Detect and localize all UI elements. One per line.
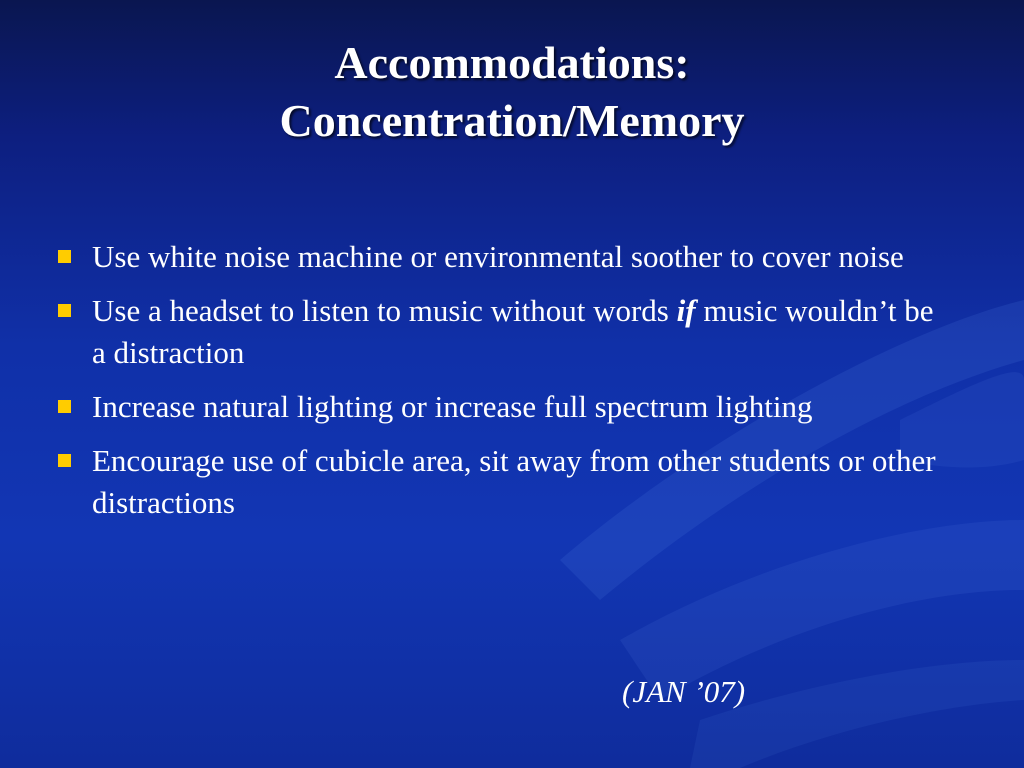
- bullet-text: Encourage use of cubicle area, sit away from other students or other distractions: [92, 443, 936, 520]
- yellow-square-bullet-icon: [58, 400, 71, 413]
- bullet-text: Use white noise machine or environmental soother to cover noise: [92, 239, 904, 274]
- slide-title: [0, 34, 1024, 150]
- bullet-item-cubicle: [54, 440, 954, 524]
- bullet-item-white-noise: [54, 236, 954, 278]
- bullet-emphasis: if: [676, 293, 696, 328]
- slide-title-line-1: Accommodations:: [334, 37, 690, 88]
- bullet-text: Increase natural lighting or increase full spectrum lighting: [92, 389, 813, 424]
- bullet-item-lighting: [54, 386, 954, 428]
- slide-title-line-2: Concentration/Memory: [279, 95, 745, 146]
- yellow-square-bullet-icon: [58, 454, 71, 467]
- citation: (JAN ’07): [622, 674, 746, 709]
- bullet-list: [54, 236, 954, 536]
- yellow-square-bullet-icon: [58, 250, 71, 263]
- bullet-item-headset: [54, 290, 954, 374]
- yellow-square-bullet-icon: [58, 304, 71, 317]
- bullet-text-end: music wouldn’t be a distraction: [92, 293, 934, 370]
- bullet-text-start: Use a headset to listen to music without words: [92, 293, 677, 328]
